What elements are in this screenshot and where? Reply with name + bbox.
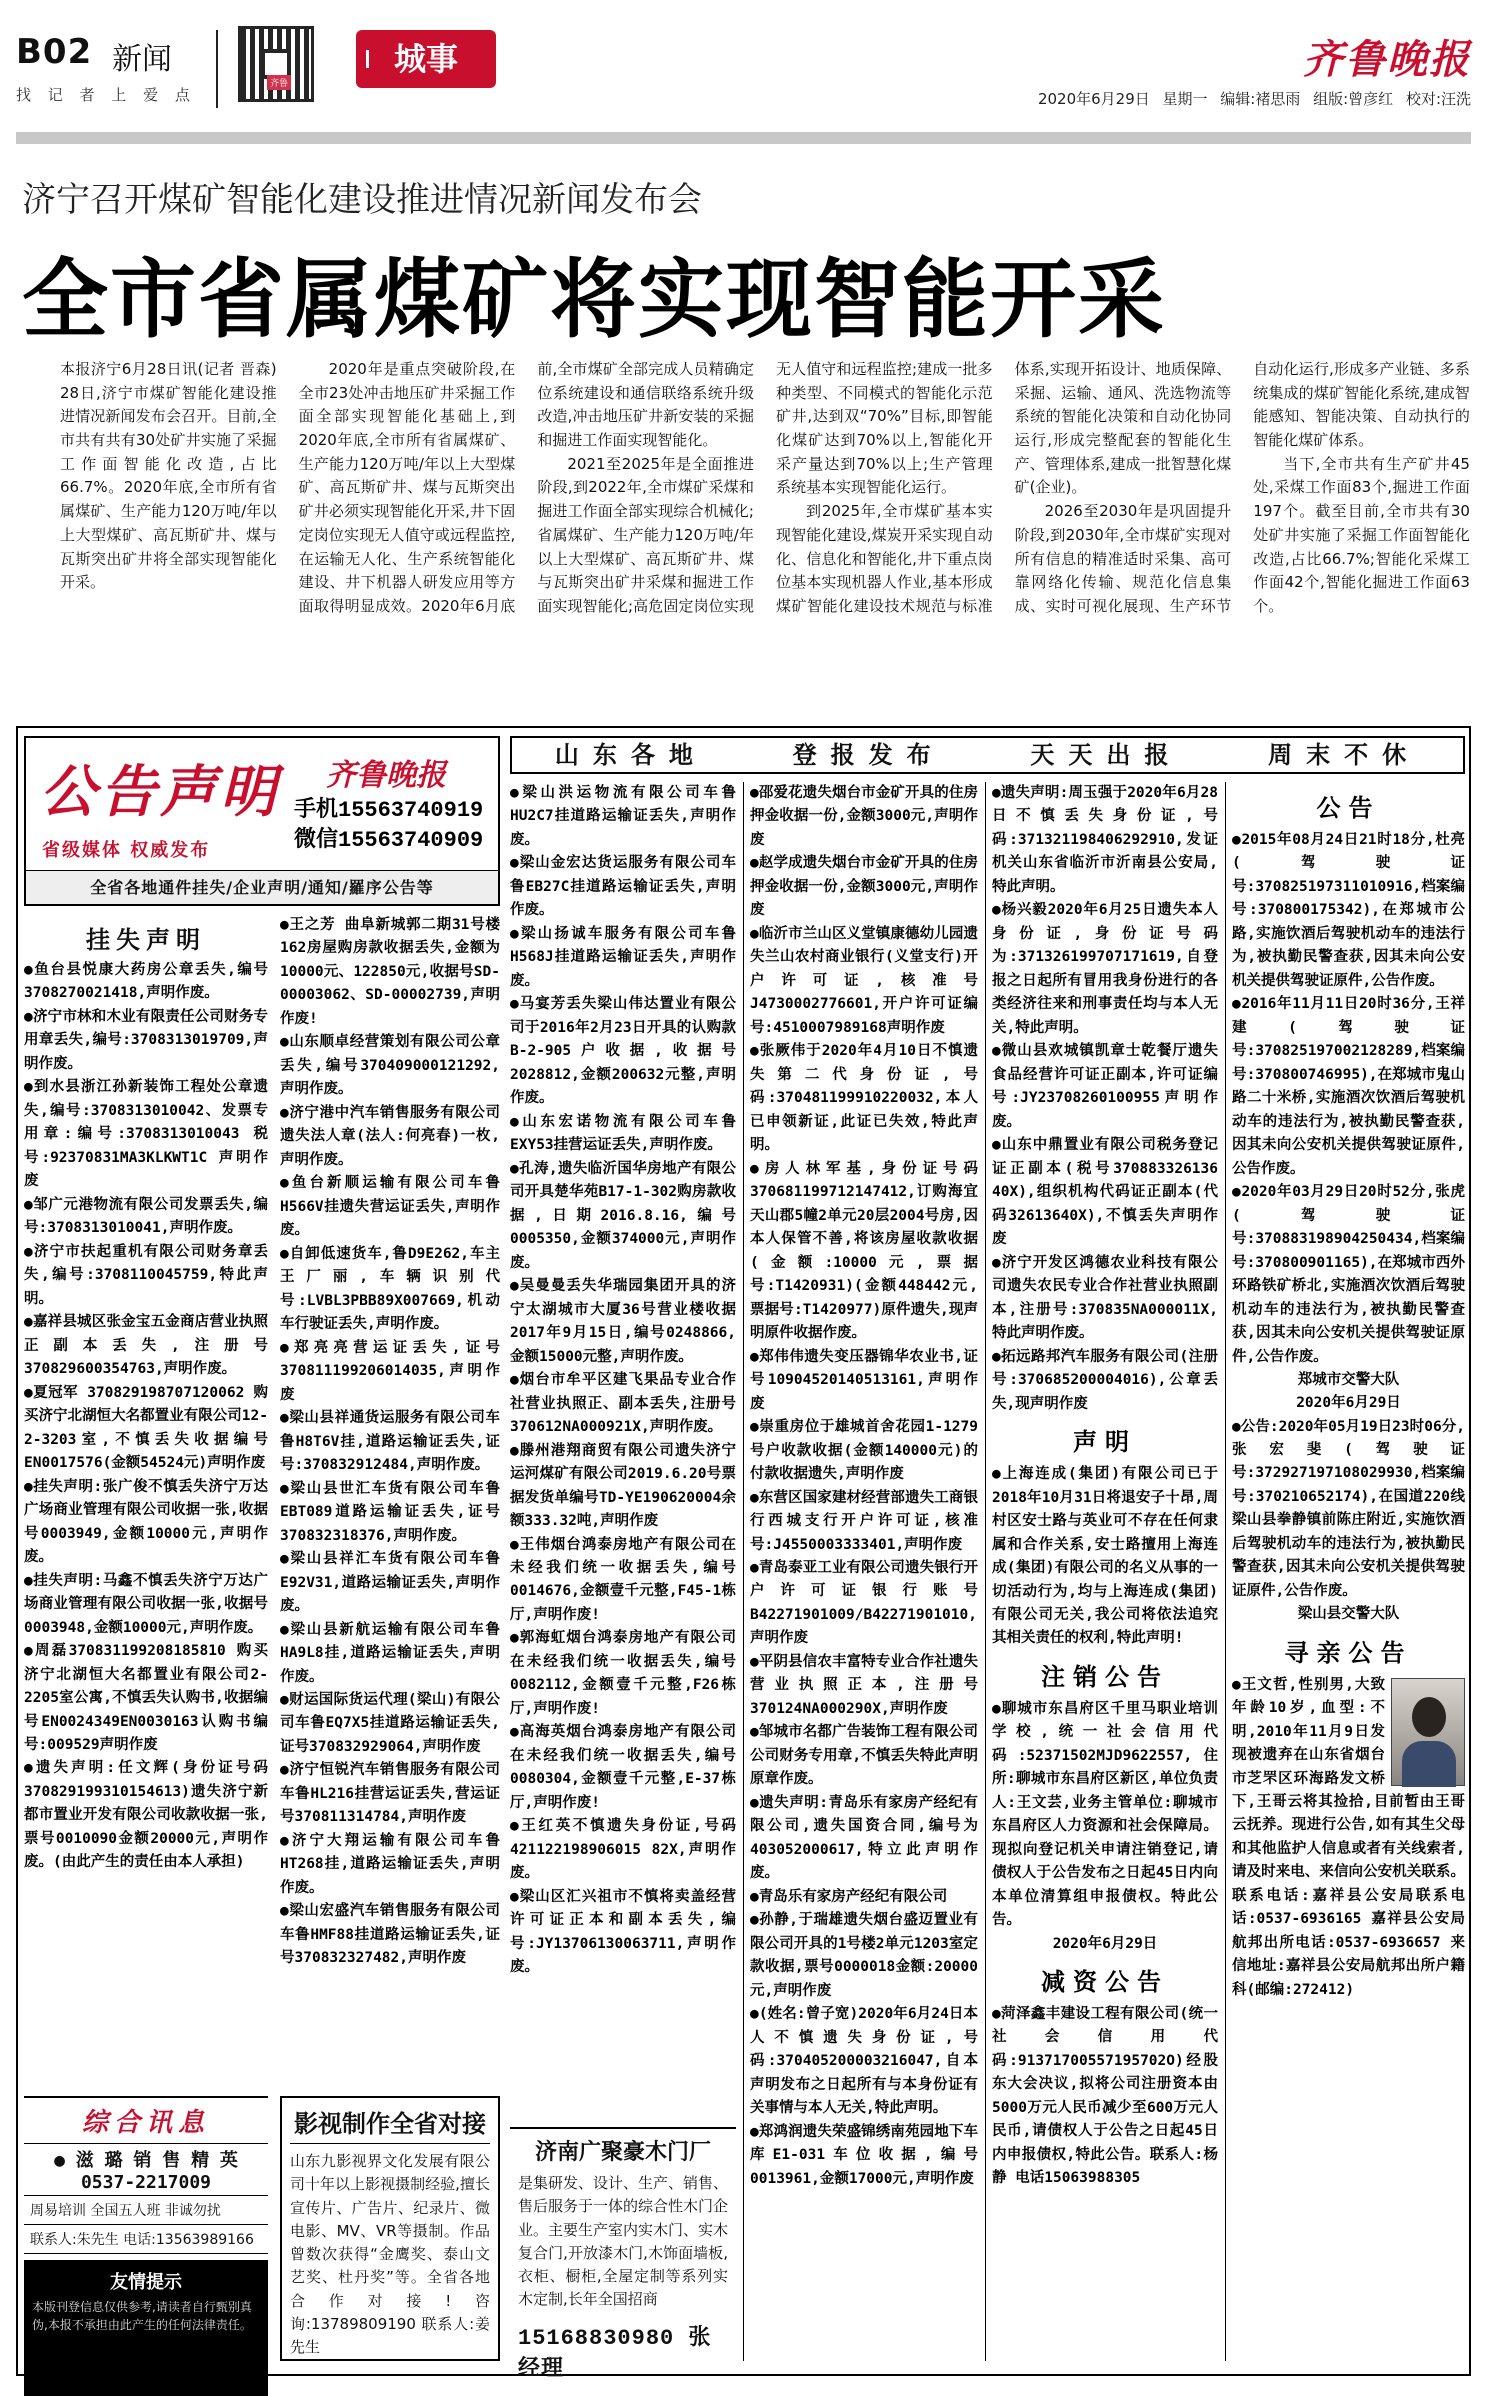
- qr-code-icon[interactable]: [238, 26, 314, 102]
- notice-item: ● 王红英不慎遗失身份证,号码421122198906015 82X,声明作废。: [510, 1815, 736, 1885]
- notice-item: ● 财运国际货运代理(梁山)有限公司车鲁EQ7X5挂道路运输证丢失,证号370832929064,声明作废: [280, 1689, 500, 1759]
- article-paragraph: 2021至2025年是全面推进阶段,到2022年,全市煤矿采煤和掘进工作面全部实现综合机械化;省属煤矿、生产能力120万吨/年以上大型煤矿、高瓦斯矿井、煤与瓦斯突出矿井采煤和掘进工作面实现智能化;高危固定岗位实现无人值守和远程监控;建成一批多种类型、不同模式的智能化示范矿井,达到双“70%”目标,即智能化煤矿达到70%以上,智能化开采产量达到70%以上;生产管理系统基本实现智能化运行。: [537, 360, 993, 615]
- signature-date: 2020年6月29日: [1296, 1395, 1401, 1412]
- door-factory-ad: [510, 2127, 736, 2382]
- notice-item: ● 遗失声明:周玉强于2020年6月28日不慎丢失身份证,号码:371321198406292910,发证机关山东省临沂市沂南县公安局,特此声明。: [992, 782, 1218, 899]
- notice-item: ● 滕州港翔商贸有限公司遗失济宁运河煤矿有限公司2019.6.20号票据发货单编号TD-YE190620004余额333.32吨,声明作废: [510, 1440, 736, 1534]
- page-subtitle: 找 记 者 上 爱 点: [16, 86, 196, 104]
- notice-item: ● 王伟烟台鸿泰房地产有限公司在未经我们统一收据丢失,编号0014676,金额壹千元整,F45-1栋厅,声明作废!: [510, 1534, 736, 1628]
- notice-item: ● 济宁大翔运输有限公司车鲁HT268挂,道路运输证丢失,声明作废。: [280, 1830, 500, 1900]
- zonghe-row: 联系人:朱先生 电话:13563989166: [24, 2225, 268, 2254]
- zonghe-title: 综合讯息: [81, 2108, 210, 2138]
- notice-item: ● 东营区国家建材经营部遗失工商银行西城支行开户许可证,核准号:J4550003333401,声明作废: [750, 1487, 978, 1557]
- ad-left-column: [24, 736, 500, 2361]
- article-paragraph: 2020年是重点突破阶段,在全市23处冲击地压矿井采掘工作面全部实现智能化基础上,到2020年底,全市所有省属煤矿、生产能力120万吨/年以上大型煤矿、高瓦斯矿井、煤与瓦斯突出矿井必须实现智能化开采,井下固定岗位实现无人值守或远程监控,在运输无人化、生产系统智能化建设、井下机器人研发应用等方面取得明显成效。2020年6月底前,全市煤矿全部完成人员精确定位系统建设和通信联络系统升级改造,冲击地压矿井新安装的采掘和掘进工作面实现智能化。: [298, 360, 754, 615]
- article-paragraph: 本报济宁6月28日讯(记者 晋森) 28日,济宁市煤矿智能化建设推进情况新闻发布会召开。目前,全市共有共有30处矿井实施了采掘工作面智能化改造,占比66.7%。2020年底,全市所有省属煤矿、生产能力120万吨/年以上大型煤矿、高瓦斯矿井、煤与瓦斯突出矿井将全部实现智能化开采。: [60, 360, 277, 592]
- notice-item: ● 临沂市兰山区义堂镇康德幼儿园遗失兰山农村商业银行(义堂支行)开户许可证,核准号J4730002776601,开户许可证编号:4510007989168声明作废: [750, 923, 978, 1040]
- friendly-tip-box: [24, 2260, 268, 2396]
- signature: 郑城市交警大队: [1297, 1372, 1400, 1389]
- notice-list: [280, 914, 500, 1971]
- notice-column-2: [750, 782, 978, 2361]
- notice-brand-box: [24, 736, 500, 906]
- notice-item: ● 张厥伟于2020年4月10日不慎遗失第二代身份证,号码:370481199910220032,本人已申领新证,此证已失效,特此声明。: [750, 1040, 978, 1157]
- notice-item: ● 挂失声明:马鑫不慎丢失济宁万达广场商业管理有限公司收据一张,收据号0003948,金额10000元,声明作废。: [24, 1570, 268, 1640]
- page-number: B02: [16, 32, 93, 72]
- notice-item: ● 梁山县祥通货运服务有限公司车鲁H8T6V挂,道路运输证丢失,证号:370832912484,声明作废。: [280, 1407, 500, 1477]
- child-photo: [1391, 1678, 1465, 1786]
- notice-item: ● 济宁市扶起重机有限公司财务章丢失,编号:3708110045759,特此声明。: [24, 1241, 268, 1311]
- door-ad-phone[interactable]: 15168830980 张经理: [518, 2325, 712, 2382]
- ad-right-block: [510, 736, 1466, 2382]
- notice-item: ● 郑亮亮营运证丢失,证号370811199206014035,声明作废: [280, 1337, 500, 1407]
- friendly-tip-title: 友情提示: [110, 2272, 182, 2293]
- dateline: 2020年6月29日 星期一 编辑:褚思雨 组版:曾彦红 校对:汪洗: [1037, 90, 1471, 108]
- notice-item: ● 平阴县信农丰富特专业合作社遗失营业执照正本,注册号370124NA000290X,声明作废: [750, 1651, 978, 1721]
- article-paragraph: 当下,全市共有生产矿井45处,采煤工作面83个,掘进工作面197个。截至目前,全市共有30处矿井实施了采掘工作面智能化改造,占比66.7%;智能化采煤工作面42个,智能化掘进工作面63个。: [1253, 454, 1470, 615]
- door-ad-title: 济南广聚豪木门厂: [534, 2140, 711, 2165]
- notice-item: ● 郑鸿润遗失荣盛锦绣南苑园地下车库E1-031车位收据,编号0013961,金额17000元,声明作废: [750, 2121, 978, 2191]
- notice-item: ● 周磊370831199208185810 购买济宁北湖恒大名都置业有限公司2-2205室公寓,不慎丢失认购书,收据编号EN0024349EN0030163认购书编号:009529声明作废: [24, 1640, 268, 1757]
- public-notice-item: ● 公告:2020年05月19日23时06分,张宏斐(驾驶证号:372927197108029930,档案编号:370210652174),在国道220线梁山县拳静镇前陈庄附近,实施饮酒后驾驶机动车的违法行为,被执勤民警查获,因其未向公安机关提供驾驶证原件,公告作废。: [1232, 1416, 1465, 1604]
- notice-column-3: [992, 782, 1218, 2361]
- notice-group: [1232, 829, 1465, 1369]
- notice-item: ● 赵学成遗失烟台市金矿开具的住房押金收据一份,金额3000元,声明作废: [750, 852, 978, 922]
- qr-tag: 齐鲁: [267, 75, 291, 90]
- notice-item: ● (姓名:曾子宽)2020年6月24日本人不慎遗失身份证,号码:370405200003216047,自本声明发布之日起所有与本身份证有关事情与本人无关,特此声明。: [750, 2003, 978, 2120]
- banner-item: 登报发布: [792, 741, 945, 769]
- brand-services-bar: 全省各地通件挂失/企业声明/通知/羅序公告等: [26, 870, 498, 904]
- notice-item: ● 拓远路邦汽车服务有限公司(注册号:370685200004016),公章丢失,现声明作废: [992, 1346, 1218, 1416]
- missing-person-title: 寻亲公告: [1284, 1638, 1413, 1667]
- article-paragraph: 2026至2030年是巩固提升阶段,到2030年,全市煤矿实现对所有信息的精准适时采集、高可靠网络化传输、规范化信息集成、实时可视化展现、生产环节自动化运行,形成多产业链、多系统集成的煤矿智能化系统,建成智能感知、智能决策、自动执行的智能化煤矿体系。: [1014, 360, 1470, 615]
- brand-contact: [294, 796, 483, 856]
- masthead-divider: [216, 30, 218, 108]
- notice-item: ● 2015年08月24日21时18分,杜亮(驾驶证号:370825197311010916,档案编号:370800175342),在郑城市公路,实施饮酒后驾驶机动车的违法行为,被执勤民警查获,因其未向公安机关提供驾驶证原件,公告作废。: [1232, 829, 1465, 993]
- deregistration-title: 注销公告: [1041, 1662, 1169, 1691]
- capital-reduction-title: 减资公告: [1041, 1967, 1169, 1996]
- notice-item: ● 王之芳 曲阜新城郭二期31号楼162房屋购房款收据丢失,金额为10000元、122850元,收据号SD-00003062、SD-00002739,声明作废!: [280, 914, 500, 1031]
- column-divider: [743, 782, 744, 2361]
- notice-item: ● 青岛乐有家房产经纪有限公司: [750, 1886, 978, 1909]
- notice-item: ● 到水县浙江孙新装饰工程处公章遗失,编号:3708313010042、发票专用章:编号:3708313010043 税号:92370831MA3KLKWT1C 声明作废: [24, 1076, 268, 1193]
- brand-wechat[interactable]: 微信15563740909: [294, 828, 484, 853]
- notice-item: ● 邵爱花遗失烟台市金矿开具的住房押金收据一份,金额3000元,声明作废: [750, 782, 978, 852]
- notice-list: [24, 959, 268, 1875]
- notice-item: ● 房人林军基,身份证号码370681199712147412,订购海宜天山郡5幢2单元20层2004号房,因本人保管不善,将该房屋收款收据(金额:10000元,票据号:T1420931)(金额448442元,票据号:T1420977)原件遗失,现声明原件收据作废。: [750, 1158, 978, 1346]
- notice-item: ● 遗失声明:青岛乐有家房产经纪有限公司,遗失国资合同,编号为403052000617,特立此声明作废。: [750, 1792, 978, 1886]
- newspaper-logo: 齐鲁晚报: [1303, 36, 1471, 83]
- lost-notices-title: 挂失声明: [86, 926, 206, 954]
- notice-item: ● 嘉祥县城区张金宝五金商店营业执照正副本丢失,注册号370829600354763,声明作废。: [24, 1311, 268, 1381]
- notice-item: ● 邹广元港物流有限公司发票丢失,编号:3708313010041,声明作废。: [24, 1194, 268, 1241]
- signature: 梁山县交警大队: [1297, 1606, 1400, 1623]
- film-ad-title: 影视制作全省对接: [290, 2104, 490, 2144]
- notice-item: ● 梁山县世汇车货有限公司车鲁EBT089道路运输证丢失,证号370832318376,声明作废。: [280, 1478, 500, 1548]
- notice-item: ● 杨兴毅2020年6月25日遗失本人身份证,身份证号码为:371326199707171619,自登报之日起所有冒用我身份进行的各类经济往来和刑事责任均与本人无关,特此声明。: [992, 899, 1218, 1040]
- notice-item: ● 梁山金宏达货运服务有限公司车鲁EB27C挂道路运输证丢失,声明作废。: [510, 852, 736, 922]
- door-ad-body: 是集研发、设计、生产、销售、售后服务于一体的综合性木门企业。主要生产室内实木门、实木复合门,开放漆木门,木饰面墙板,衣柜、橱柜,全屋定制等系列实木定制,长年全国招商: [518, 2174, 729, 2309]
- notice-item: ● 山东顺卓经营策划有限公司公章丢失,编号370409000121292,声明作废。: [280, 1031, 500, 1101]
- missing-person-text: ● 王文哲,性别男,大致年龄10岁,血型:不明,2010年11月9日发现被遗弃在山东省烟台市芝罘区环海路发文桥下,王哥云将其捡拾,目前暂由王哥云抚养。现进行公告,如有其生父母和其他监护人信息或者有关线索者,请及时来电、来信向公安机关联系。联系电话:嘉祥县公安局联系电话:0537-6936165 嘉祥县公安局航邦出所电话:0537-6936657 来信地址:嘉祥县公安局航邦出所户籍科(邮编:272412): [1232, 1674, 1465, 2003]
- page-section: 新闻: [112, 42, 172, 77]
- notice-item: ● 微山县欢城镇凯章士乾餐厅遗失食品经营许可证正副本,许可证编号:JY23708260100955声明作废。: [992, 1040, 1218, 1134]
- banner-item: 周末不休: [1268, 741, 1421, 769]
- statement-text: ● 上海连成(集团)有限公司已于2018年10月31日将退安子十昂,周村区安士路与英业可不存在任何隶属和合作关系,安士路擅用上海连成(集团)有限公司的名义从事的一切活动行为,均与上海连成(集团)有限公司无关,我公司将依法追究其相关责任的权利,特此声明!: [992, 1463, 1218, 1651]
- lost-notices-column-2: [280, 914, 500, 2086]
- notice-item: ● 孙静,于瑞雄遗失烟台盛迈置业有限公司开具的1号楼2单元1203室定款收据,票号0000018金额:20000元,声明作废: [750, 1909, 978, 2003]
- zonghe-xunxi-box: [24, 2096, 268, 2361]
- zonghe-row: 周易培训 全国五人班 非诚勿扰: [24, 2196, 268, 2225]
- notice-item: ● 山东中鼎置业有限公司税务登记证正副本(税号370883326136 40X),组织机构代码证正副本(代码32613640X),不慎丢失声明作废: [992, 1134, 1218, 1251]
- brand-title: 公告声明: [40, 759, 280, 825]
- article-paragraph: 到2025年,全市煤矿基本实现智能化建设,煤炭开采实现自动化、信息化和智能化,井下重点岗位基本实现机器人作业,基本形成煤矿智能化建设技术规范与标准体系,实现开拓设计、地质保障、采掘、运输、通风、洗选物流等系统的智能化决策和自动化协同运行,形成完整配套的智能化生产、管理体系,建成一批智慧化煤矿(企业)。: [775, 360, 1232, 615]
- notice-item: ● 梁山县新航运输有限公司车鲁HA9L8挂,道路运输证丢失,声明作废。: [280, 1619, 500, 1689]
- notice-item: ● 济宁市林和木业有限责任公司财务专用章丢失,编号:3708313019709,声明作废。: [24, 1006, 268, 1076]
- notice-item: ● 自卸低速货车,鲁D9E262,车主王厂丽,车辆识别代号:LVBL3PBB89X007669,机动车行驶证丢失,声明作废。: [280, 1243, 500, 1337]
- statement-title: 声明: [1073, 1428, 1137, 1457]
- notice-item: ● 梁山扬诚车服务有限公司车鲁H568J挂道路运输证丢失,声明作废。: [510, 923, 736, 993]
- masthead: [16, 20, 1471, 136]
- brand-slogan: 省级媒体 权威发布: [42, 840, 211, 861]
- notice-item: ● 崇重房位于雄城首舍花园1-1279号户收款收据(金额140000元)的付款收据遗失,声明作废: [750, 1416, 978, 1486]
- notice-item: ● 梁山区汇兴祖市不慎将卖盖经营许可证正本和副本丢失,编号:JY13706130063711,声明作废。: [510, 1886, 736, 1980]
- notice-item: ● 鱼台县悦康大药房公章丢失,编号3708270021418,声明作废。: [24, 959, 268, 1006]
- column-divider: [985, 782, 986, 2361]
- notice-item: ● 2020年03月29日20时52分,张虎(驾驶证号:370883198904250434,档案编号:370800901165),在郑城市西外环路铁矿桥北,实施酒次饮酒后驾驶机动车的违法行为,被执勤民警查获,因其未向公安机关提供驾驶证原件,公告作废。: [1232, 1181, 1465, 1369]
- lost-notices-column: [24, 914, 268, 2086]
- brand-phone[interactable]: 手机15563740919: [294, 798, 484, 823]
- article-body: [60, 358, 1470, 738]
- masthead-rule: [16, 132, 1471, 144]
- notice-list: [1232, 782, 1465, 2002]
- notice-item: ● 邹城市名都广告装饰工程有限公司公司财务专用章,不慎丢失特此声明原章作废。: [750, 1721, 978, 1791]
- notice-item: ● 济宁港中汽车销售服务有限公司遗失法人章(法人:何亮春)一枚,声明作废。: [280, 1102, 500, 1172]
- notice-item: ● 济宁恒锐汽车销售服务有限公司车鲁HL216挂营运证丢失,营运证号370811314784,声明作废: [280, 1759, 500, 1829]
- notice-item: ● 济宁开发区鸿德农业科技有限公司遗失农民专业合作社营业执照副本,注册号:370835NA000011X,特此声明作废。: [992, 1252, 1218, 1346]
- notice-item: ● 夏冠军 370829198707120062 购买济宁北湖恒大名都置业有限公司12-2-3203室,不慎丢失收据编号EN0017576(金额54524元)声明作废: [24, 1382, 268, 1476]
- zonghe-line: ● 滋 璐 销 售 精 英 0537-2217009: [24, 2143, 268, 2196]
- film-production-ad: [280, 2096, 500, 2361]
- deregistration-text: ● 聊城市东昌府区千里马职业培训学校,统一社会信用代码:52371502MJD9622557,住所:聊城市东昌府区新区,单位负责人:王文芸,业务主管单位:聊城市东昌府区人力资源和社会保障局。现拟向登记机关申请注销登记,请债权人于公告发布之日起45日内向本单位清算组申报债权。特此公告。: [992, 1698, 1218, 1933]
- notice-column-1: [510, 782, 737, 2382]
- notice-item: ● 梁山县祥汇车货有限公司车鲁E92V31,道路运输证丢失,声明作废。: [280, 1548, 500, 1618]
- notice-item: ● 挂失声明:张广俊不慎丢失济宁万达广场商业管理有限公司收据一张,收据号0003949,金额10000元,声明作废。: [24, 1476, 268, 1570]
- section-tab: 城事: [356, 30, 496, 88]
- friendly-tip-body: 本版刊登信息仅供参考,请读者自行甄别真伪,本报不承担由此产生的任何法律责任。: [32, 2300, 252, 2332]
- notice-item: ● 高海英烟台鸿泰房地产有限公司在未经我们统一收据丢失,编号0080304,金额壹千元整,E-37栋厅,声明作废!: [510, 1721, 736, 1815]
- ad-banner: [510, 736, 1465, 774]
- notice-item: ● 鱼台新顺运输有限公司车鲁H566V挂遗失营运证丢失,声明作废。: [280, 1172, 500, 1242]
- notice-list: [992, 782, 1218, 2361]
- notice-item: ● 2016年11月11日20时36分,王祥建(驾驶证号:370825197002128289,档案编号:370800746995),在郑城市鬼山路二十米桥,实施酒次饮酒后驾驶机动车的违法行为,被执勤民警查获,因其未向公安机关提供驾驶证原件,公告作废。: [1232, 993, 1465, 1181]
- notice-item: ● 烟台市牟平区建飞果品专业合作社营业执照正、副本丢失,注册号370612NA000921X,声明作废。: [510, 1369, 736, 1439]
- article-headline: 全市省属煤矿将实现智能开采: [22, 250, 1166, 350]
- article-kicker: 济宁召开煤矿智能化建设推进情况新闻发布会: [22, 180, 702, 220]
- notice-item: ● 郑伟伟遗失变压器锦华农业书,证号10904520140513161,声明作废: [750, 1346, 978, 1416]
- public-notice-title: 公告: [1316, 794, 1381, 822]
- notice-item: ● 山东宏诺物流有限公司车鲁EXY53挂营运证丢失,声明作废。: [510, 1111, 736, 1158]
- notice-item: ● 梁山宏盛汽车销售服务有限公司车鲁HMF88挂道路运输证丢失,证号370832327482,声明作废: [280, 1900, 500, 1970]
- column-divider: [1225, 782, 1226, 2361]
- notice-item: ● 马宴芳丢失梁山伟达置业有限公司于2016年2月23日开具的认购款B-2-905户收据,收据号2028812,金额200632元整,声明作废。: [510, 993, 736, 1110]
- deregistration-date: 2020年6月29日: [1052, 1935, 1158, 1952]
- notice-item: ● 吴曼曼丢失华瑞园集团开具的济宁太湖城市大厦36号营业楼收据2017年9月15日,编号0248866,金额15000元整,声明作废。: [510, 1275, 736, 1369]
- notice-item: ● 梁山洪运物流有限公司车鲁HU2C7挂道路运输证丢失,声明作废。: [510, 782, 736, 852]
- film-ad-body: 山东九影视界文化发展有限公司十年以上影视摄制经验,擅长宣传片、广告片、纪录片、微电影、MV、VR等摄制。作品曾数次获得“金鹰奖、泰山文艺奖、杜丹奖”等。全省各地合作对接!咨询:13789809190 联系人:姜先生: [290, 2152, 490, 2356]
- notice-list: [510, 782, 736, 2127]
- banner-item: 天天出报: [1030, 741, 1183, 769]
- notice-item: ● 青岛泰亚工业有限公司遗失银行开户许可证银行账号B42271901009/B42271901010,声明作废: [750, 1557, 978, 1651]
- notice-item: ● 郭海虹烟台鸿泰房地产有限公司在未经我们统一收据丢失,编号0082112,金额壹千元整,F26栋厅,声明作废!: [510, 1627, 736, 1721]
- notice-item: ● 遗失声明:任文辉(身份证号码370829199310154613)遗失济宁新都市置业开发有限公司收款收据一张,票号0010090金额20000元,声明作废。(由此产生的责任由本人承担): [24, 1757, 268, 1874]
- notice-list: [750, 782, 979, 2187]
- notice-item: ● 孔涛,遗失临沂国华房地产有限公司开具楚华苑B17-1-302购房款收据,日期2016.8.16,编号0005350,金额374000元,声明作废。: [510, 1158, 736, 1275]
- capital-reduction-text: ● 菏泽鑫丰建设工程有限公司(统一社会信用代码:91371700557195702O)经股东大会决议,拟将公司注册资本由5000万元人民币减少至600万元人民币,请债权人于公告之日起45日内申报债权,特此公告。联系人:杨静 电话15063988305: [992, 2003, 1218, 2191]
- notice-group: [992, 782, 1218, 1416]
- brand-logo: 齐鲁晚报: [326, 758, 446, 793]
- banner-item: 山东各地: [554, 741, 707, 769]
- notice-column-4: [1232, 782, 1465, 2361]
